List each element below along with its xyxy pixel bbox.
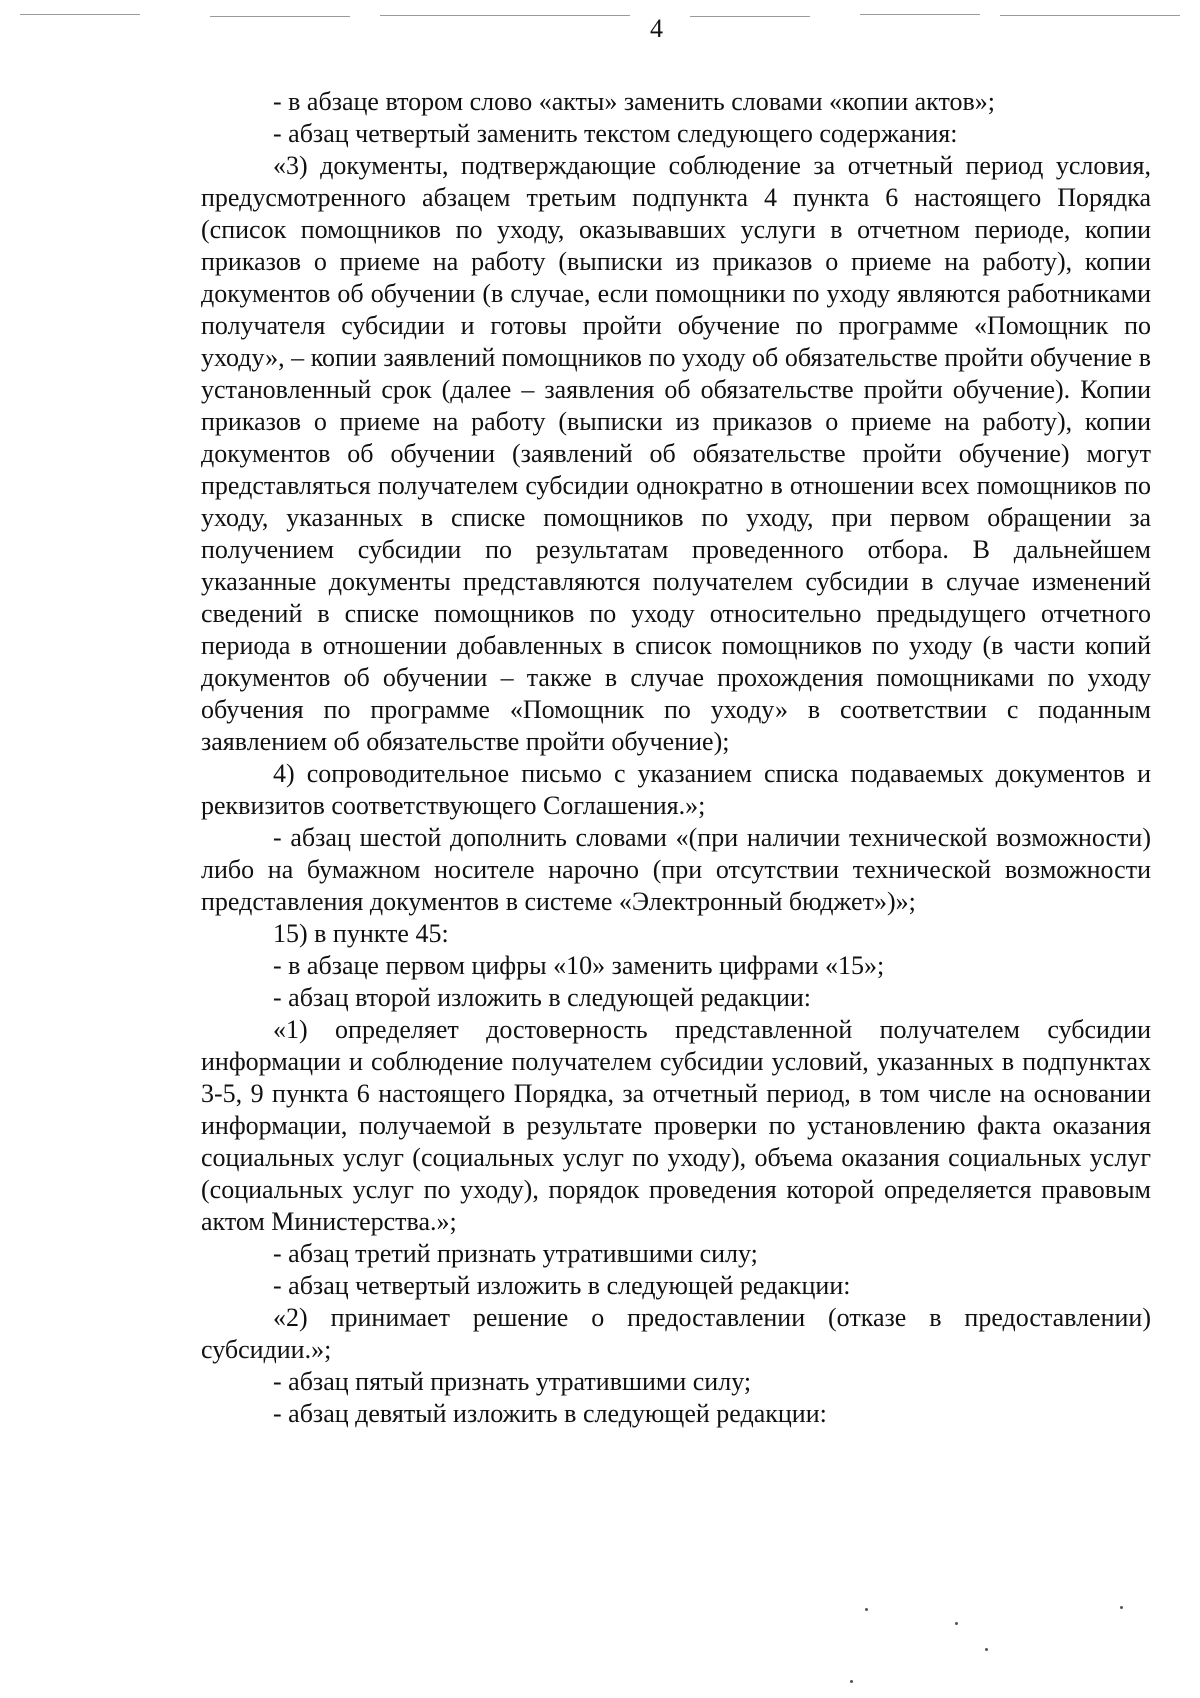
paragraph-5: - абзац шестой дополнить словами «(при наличии технической возможности) либо на бумажном носителе нарочно (при отсутствии технической возможности представления документов в системе «Электронный бюджет»)»; [201,823,1151,916]
page-number: 4 [650,14,663,43]
paragraph-13: - абзац пятый признать утратившими силу; [273,1367,752,1396]
paragraph-14: - абзац девятый изложить в следующей редакции: [273,1399,827,1428]
paragraph-8: - абзац второй изложить в следующей редакции: [273,983,812,1012]
paragraph-3: «3) документы, подтверждающие соблюдение за отчетный период условия, предусмотренного абзацем третьим подпункта 4 пункта 6 настоящего Порядка (список помощников по уходу, оказывавших услуги в отчетном периоде, копии приказов о приеме на работу (выписки из приказов о приеме на работу), копии документов об обучении (в случае, если помощники по уходу являются работниками получателя субсидии и готовы пройти обучение по программе «Помощник по уходу», – копии заявлений помощников по уходу об обязательстве пройти обучение в установленный срок (далее – заявления об обязательстве пройти обучение). Копии приказов о приеме на работу (выписки из приказов о приеме на работу), копии документов об обучении (заявлений об обязательстве пройти обучение) могут представляться получателем субсидии однократно в отношении всех помощников по уходу, указанных в списке помощников по уходу, при первом обращении за получением субсидии по результатам проведенного отбора. В дальнейшем указанные документы представляются получателем субсидии в случае изменений сведений в списке помощников по уходу относительно предыдущего отчетного периода в отношении добавленных в список помощников по уходу (в части копий документов об обучении – также в случае прохождения помощниками по уходу обучения по программе «Помощник по уходу» в соответствии с поданным заявлением об обязательстве пройти обучение); [201,151,1151,756]
scan-top-edge [0,14,1200,20]
paragraph-4: 4) сопроводительное письмо с указанием списка подаваемых документов и реквизитов соответствующего Соглашения.»; [201,759,1151,820]
paragraph-10: - абзац третий признать утратившими силу; [273,1239,758,1268]
document-body [201,86,1151,1430]
paragraph-2: - абзац четвертый заменить текстом следующего содержания: [273,119,958,148]
paragraph-7: - в абзаце первом цифры «10» заменить цифрами «15»; [273,951,885,980]
paragraph-6: 15) в пункте 45: [273,919,449,948]
paragraph-1: - в абзаце втором слово «акты» заменить словами «копии актов»; [273,87,995,116]
paragraph-12: «2) принимает решение о предоставлении (отказе в предоставлении) субсидии.»; [201,1303,1151,1364]
paragraph-9: «1) определяет достоверность представленной получателем субсидии информации и соблюдение получателем субсидии условий, указанных в подпунктах 3-5, 9 пункта 6 настоящего Порядка, за отчетный период, в том числе на основании информации, получаемой в результате проверки по установлению факта оказания социальных услуг (социальных услуг по уходу), объема оказания социальных услуг (социальных услуг по уходу), порядок проведения которой определяется правовым актом Министерства.»; [201,1015,1151,1236]
paragraph-11: - абзац четвертый изложить в следующей редакции: [273,1271,851,1300]
